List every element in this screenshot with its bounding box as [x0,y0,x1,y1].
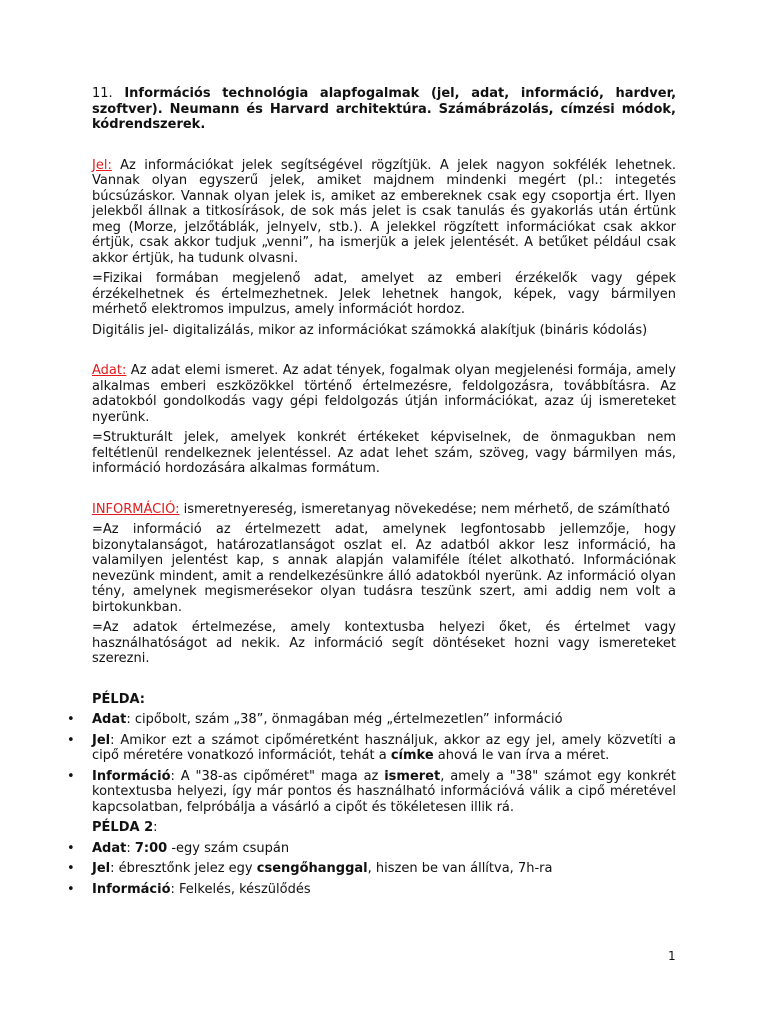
example-1-adat-text: : cipőbolt, szám „38”, önmagában még „értelmezetlen” információ [126,712,563,727]
adat-text-1: Az adat elemi ismeret. Az adat tények, fogalmak olyan megjelenési formája, amely alkalmas emberi eszközökkel történő értelmezésre, feldolgozásra, továbbításra. Az adatokból gondolkodás vagy gépi feldolgozás útján információkat, azaz új ismereteket nyerünk. [92,363,676,425]
example-2-title-suffix: : [153,820,158,835]
example-2-jel-bold: csengőhanggal [256,861,368,876]
example-1-adat-label: Adat [92,712,127,727]
example-2-adat-colon: : [126,840,135,856]
example-2-info-text: : Felkelés, készülődés [170,881,311,897]
example-2-jel-item [67,861,676,877]
example-2-adat-item [67,840,676,857]
bullet-icon: • [67,861,75,876]
bullet-icon: • [67,732,75,748]
heading-title: Információs technológia alapfogalmak (jel, adat, információ, hardver, szoftver). Neumann és Harvard architektúra. Számábrázolás, címzési módok, kódrendszerek. [92,86,677,132]
example-1-list [67,712,676,815]
jel-paragraph-1 [92,158,676,267]
example-2-adat-text: -egy szám csupán [167,840,290,856]
example-2-jel-text-b: , hiszen be van állítva, 7h-ra [367,861,553,876]
jel-text-1: Az információkat jelek segítségével rögzítjük. A jelek nagyon sokfélék lehetnek. Vannak olyan egyszerű jelek, amiket majdnem mindenki megért (pl.: integetés búcsúzáskor. Vannak olyan jelek is, amiket az embereknek csak egy csoportja ért. Ilyen jelekből állnak a titkosírások, de sok más jelet is csak tanulás és gyakorlás után értünk meg (Morze, jelzőtáblák, jelnyelv, stb.). A jelekkel rögzített információkat csak akkor értjük, csak akkor tudjuk „venni”, ha ismerjük a jelek jelentését. A betűket például csak akkor értjük, ha tudunk olvasni. [92,157,676,266]
example-1-info-bold: ismeret [384,768,441,784]
example-2-title-text: PÉLDA 2 [92,820,154,835]
informacio-label: INFORMÁCIÓ: [92,501,180,517]
document-body [67,86,677,897]
informacio-paragraph-1 [92,502,676,518]
informacio-paragraph-2: =Az információ az értelmezett adat, amelynek legfontosabb jellemzője, hogy bizonytalanságot, határozatlanságot oszlat el. Az adatból akkor lesz információ, ha valamilyen jelentést kap, s annak alapján valamiféle ítélet alkotható. Információnak nevezünk mindent, amit a rendelkezésünkre álló adatokból nyerünk. Az információ olyan tény, amelynek megismerésekor olyan tudásra teszünk szert, ami addig nem volt a birtokunkban. [92,522,676,615]
adat-paragraph-1 [92,363,676,425]
example-2-jel-label: Jel [92,861,111,876]
example-2-info-label: Információ [92,881,171,897]
example-2-adat-bold: 7:00 [134,840,168,856]
example-2-adat-label: Adat [92,840,127,856]
example-2-info-item [67,881,676,898]
bullet-icon: • [67,768,75,784]
adat-paragraph-2: =Strukturált jelek, amelyek konkrét értékeket képviselnek, de önmagukban nem feltétlenül rendelkeznek jelentéssel. Az adat lehet szám, szöveg, vagy bármilyen más, információ hordozására alkalmas formátum. [92,430,676,476]
adat-label: Adat: [92,363,127,378]
jel-paragraph-2: =Fizikai formában megjelenő adat, amelyet az emberi érzékelők vagy gépek érzékelhetnek és értelmezhetnek. Jelek lehetnek hangok, képek, vagy bármilyen mérhető elektromos impulzus, amely információt hordoz. [92,271,676,317]
example-1-jel-bold: címke [390,748,434,763]
page-number: 1 [668,949,676,963]
bullet-icon: • [67,712,75,727]
example-1-jel-label: Jel [92,732,111,748]
informacio-paragraph-3: =Az adatok értelmezése, amely kontextusba helyezi őket, és értelmet vagy használhatóságot ad nekik. Az információ segít döntéseket hozni vagy ismereteket szerezni. [92,620,676,666]
bullet-icon: • [67,881,75,897]
example-2-title [92,820,676,836]
jel-label: Jel: [92,157,112,173]
example-1-info-text-b: , amely a "38" számot egy konkrét kontextusba helyezi, így már pontos és használható információvá válik a cipő méretével kapcsolatban, felpróbálja a vásárló a cipőt és tökéletesen illik rá. [92,768,676,815]
example-1-jel-text-a: : Amikor ezt a számot cipőméretként használjuk, akkor az egy jel, amely közvetíti a cipő méretére vonatkozó információt, tehát a [92,732,676,763]
example-2-jel-text-a: : ébresztőnk jelez egy [110,861,257,876]
bullet-icon: • [67,840,75,856]
example-2-list [67,840,676,898]
heading-number: 11. [92,86,113,101]
informacio-text-1: ismeretnyereség, ismeretanyag növekedése; nem mérhető, de számítható [179,501,670,517]
example-1-title: PÉLDA: [92,691,145,707]
example-1-jel-text-b: ahová le van írva a méret. [433,748,610,763]
example-1-adat-item [67,712,676,728]
example-1-info-item [67,768,676,816]
example-1-info-label: Információ [92,768,171,784]
jel-paragraph-3: Digitális jel- digitalizálás, mikor az információkat számokká alakítjuk (bináris kódolás) [92,322,648,338]
example-1-info-text-a: : A "38-as cipőméret" maga az [170,768,385,784]
section-heading [92,86,676,133]
example-1-jel-item [67,732,676,764]
